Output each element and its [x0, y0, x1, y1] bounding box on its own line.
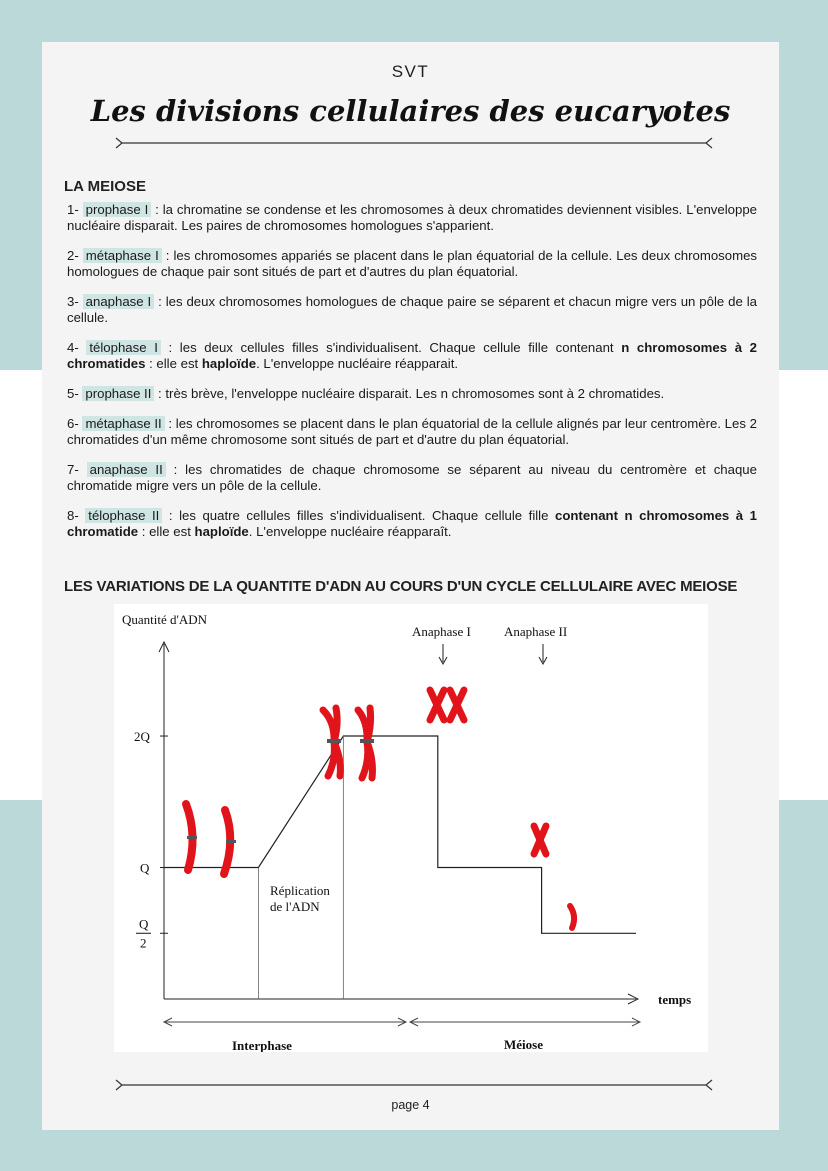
- phase-highlight: prophase I: [83, 202, 152, 217]
- step-8: 8- télophase II : les quatre cellules filles s'individualisent. Chaque cellule fille contenant n chromosomes à 1 chromatide : elle est haploïde. L'enveloppe nucléaire réapparaît.: [67, 508, 758, 539]
- top-divider: [114, 136, 714, 150]
- dna-chart: [114, 604, 708, 1052]
- phase-highlight: anaphase I: [83, 294, 155, 309]
- phase-highlight: prophase II: [82, 386, 154, 401]
- phase-highlight: télophase II: [85, 508, 162, 523]
- phase-highlight: télophase I: [86, 340, 161, 355]
- y-tick-label: 2Q: [134, 729, 150, 745]
- phase-highlight: anaphase II: [87, 462, 166, 477]
- step-2: 2- métaphase I : les chromosomes appariés se placent dans le plan équatorial de la cellule. Les deux chromosomes homologues de chaque pair sont situés de part et d'autres du plan équatorial.: [67, 248, 758, 279]
- x-axis-label: temps: [658, 992, 692, 1007]
- page-title: Les divisions cellulaires des eucaryotes: [90, 94, 731, 128]
- meiose-steps: [67, 202, 757, 554]
- phase-highlight: métaphase II: [82, 416, 164, 431]
- y-tick-label: Q: [140, 860, 150, 876]
- step-3: 3- anaphase I : les deux chromosomes homologues de chaque paire se séparent et chacun migre vers un pôle de la cellule.: [67, 294, 757, 325]
- interphase-label: Interphase: [232, 1038, 292, 1052]
- chromosome-single-chromatid: [570, 906, 574, 928]
- meiose-heading: LA MEIOSE: [64, 178, 146, 195]
- y-tick-label-numerator: Q: [139, 916, 149, 932]
- anaphase-1-label: Anaphase I: [412, 624, 471, 639]
- chromosome-xx: [430, 690, 464, 720]
- step-1: 1- prophase I : la chromatine se condense et les chromosomes à deux chromatides deviennent visibles. L'enveloppe nucléaire disparait. Les paires de chromosomes homologues s'apparient.: [67, 202, 757, 233]
- chromosome-pair-duplicated: [323, 708, 374, 778]
- replication-label: Réplication de l'ADN: [270, 883, 330, 914]
- bottom-divider: [114, 1078, 714, 1092]
- phase-highlight: métaphase I: [83, 248, 162, 263]
- dna-quantity-figure: [114, 604, 708, 1052]
- variations-heading: LES VARIATIONS DE LA QUANTITE D'ADN AU COURS D'UN CYCLE CELLULAIRE AVEC MEIOSE: [64, 578, 738, 595]
- y-ticks: [134, 729, 168, 950]
- document-page: [42, 42, 779, 1130]
- step-7: 7- anaphase II : les chromatides de chaque chromosome se séparent au niveau du centromère et chaque chromatide migre vers un pôle de la cellule.: [67, 462, 757, 493]
- dna-series-line: [164, 736, 636, 933]
- step-6: 6- métaphase II : les chromosomes se placent dans le plan équatorial de la cellule alignés par leur centromère. Les 2 chromatides d'un même chromosome sont situés de part et d'autre du plan équatorial.: [67, 416, 757, 447]
- chromosome-pair-single: [186, 804, 236, 874]
- page-number: page 4: [391, 1098, 430, 1112]
- meiose-label: Méiose: [504, 1037, 543, 1052]
- anaphase-2-label: Anaphase II: [504, 624, 568, 639]
- y-tick-label-denominator: 2: [140, 935, 147, 951]
- subject-label: SVT: [391, 62, 430, 81]
- step-5: 5- prophase II : très brève, l'enveloppe nucléaire disparait. Les n chromosomes sont à 2 chromatides.: [67, 386, 665, 401]
- y-axis-label: Quantité d'ADN: [122, 612, 208, 627]
- chromosome-x: [534, 826, 546, 854]
- step-4: 4- télophase I : les deux cellules filles s'individualisent. Chaque cellule fille contenant n chromosomes à 2 chromatides : elle est haploïde. L'enveloppe nucléaire réapparait.: [67, 340, 757, 371]
